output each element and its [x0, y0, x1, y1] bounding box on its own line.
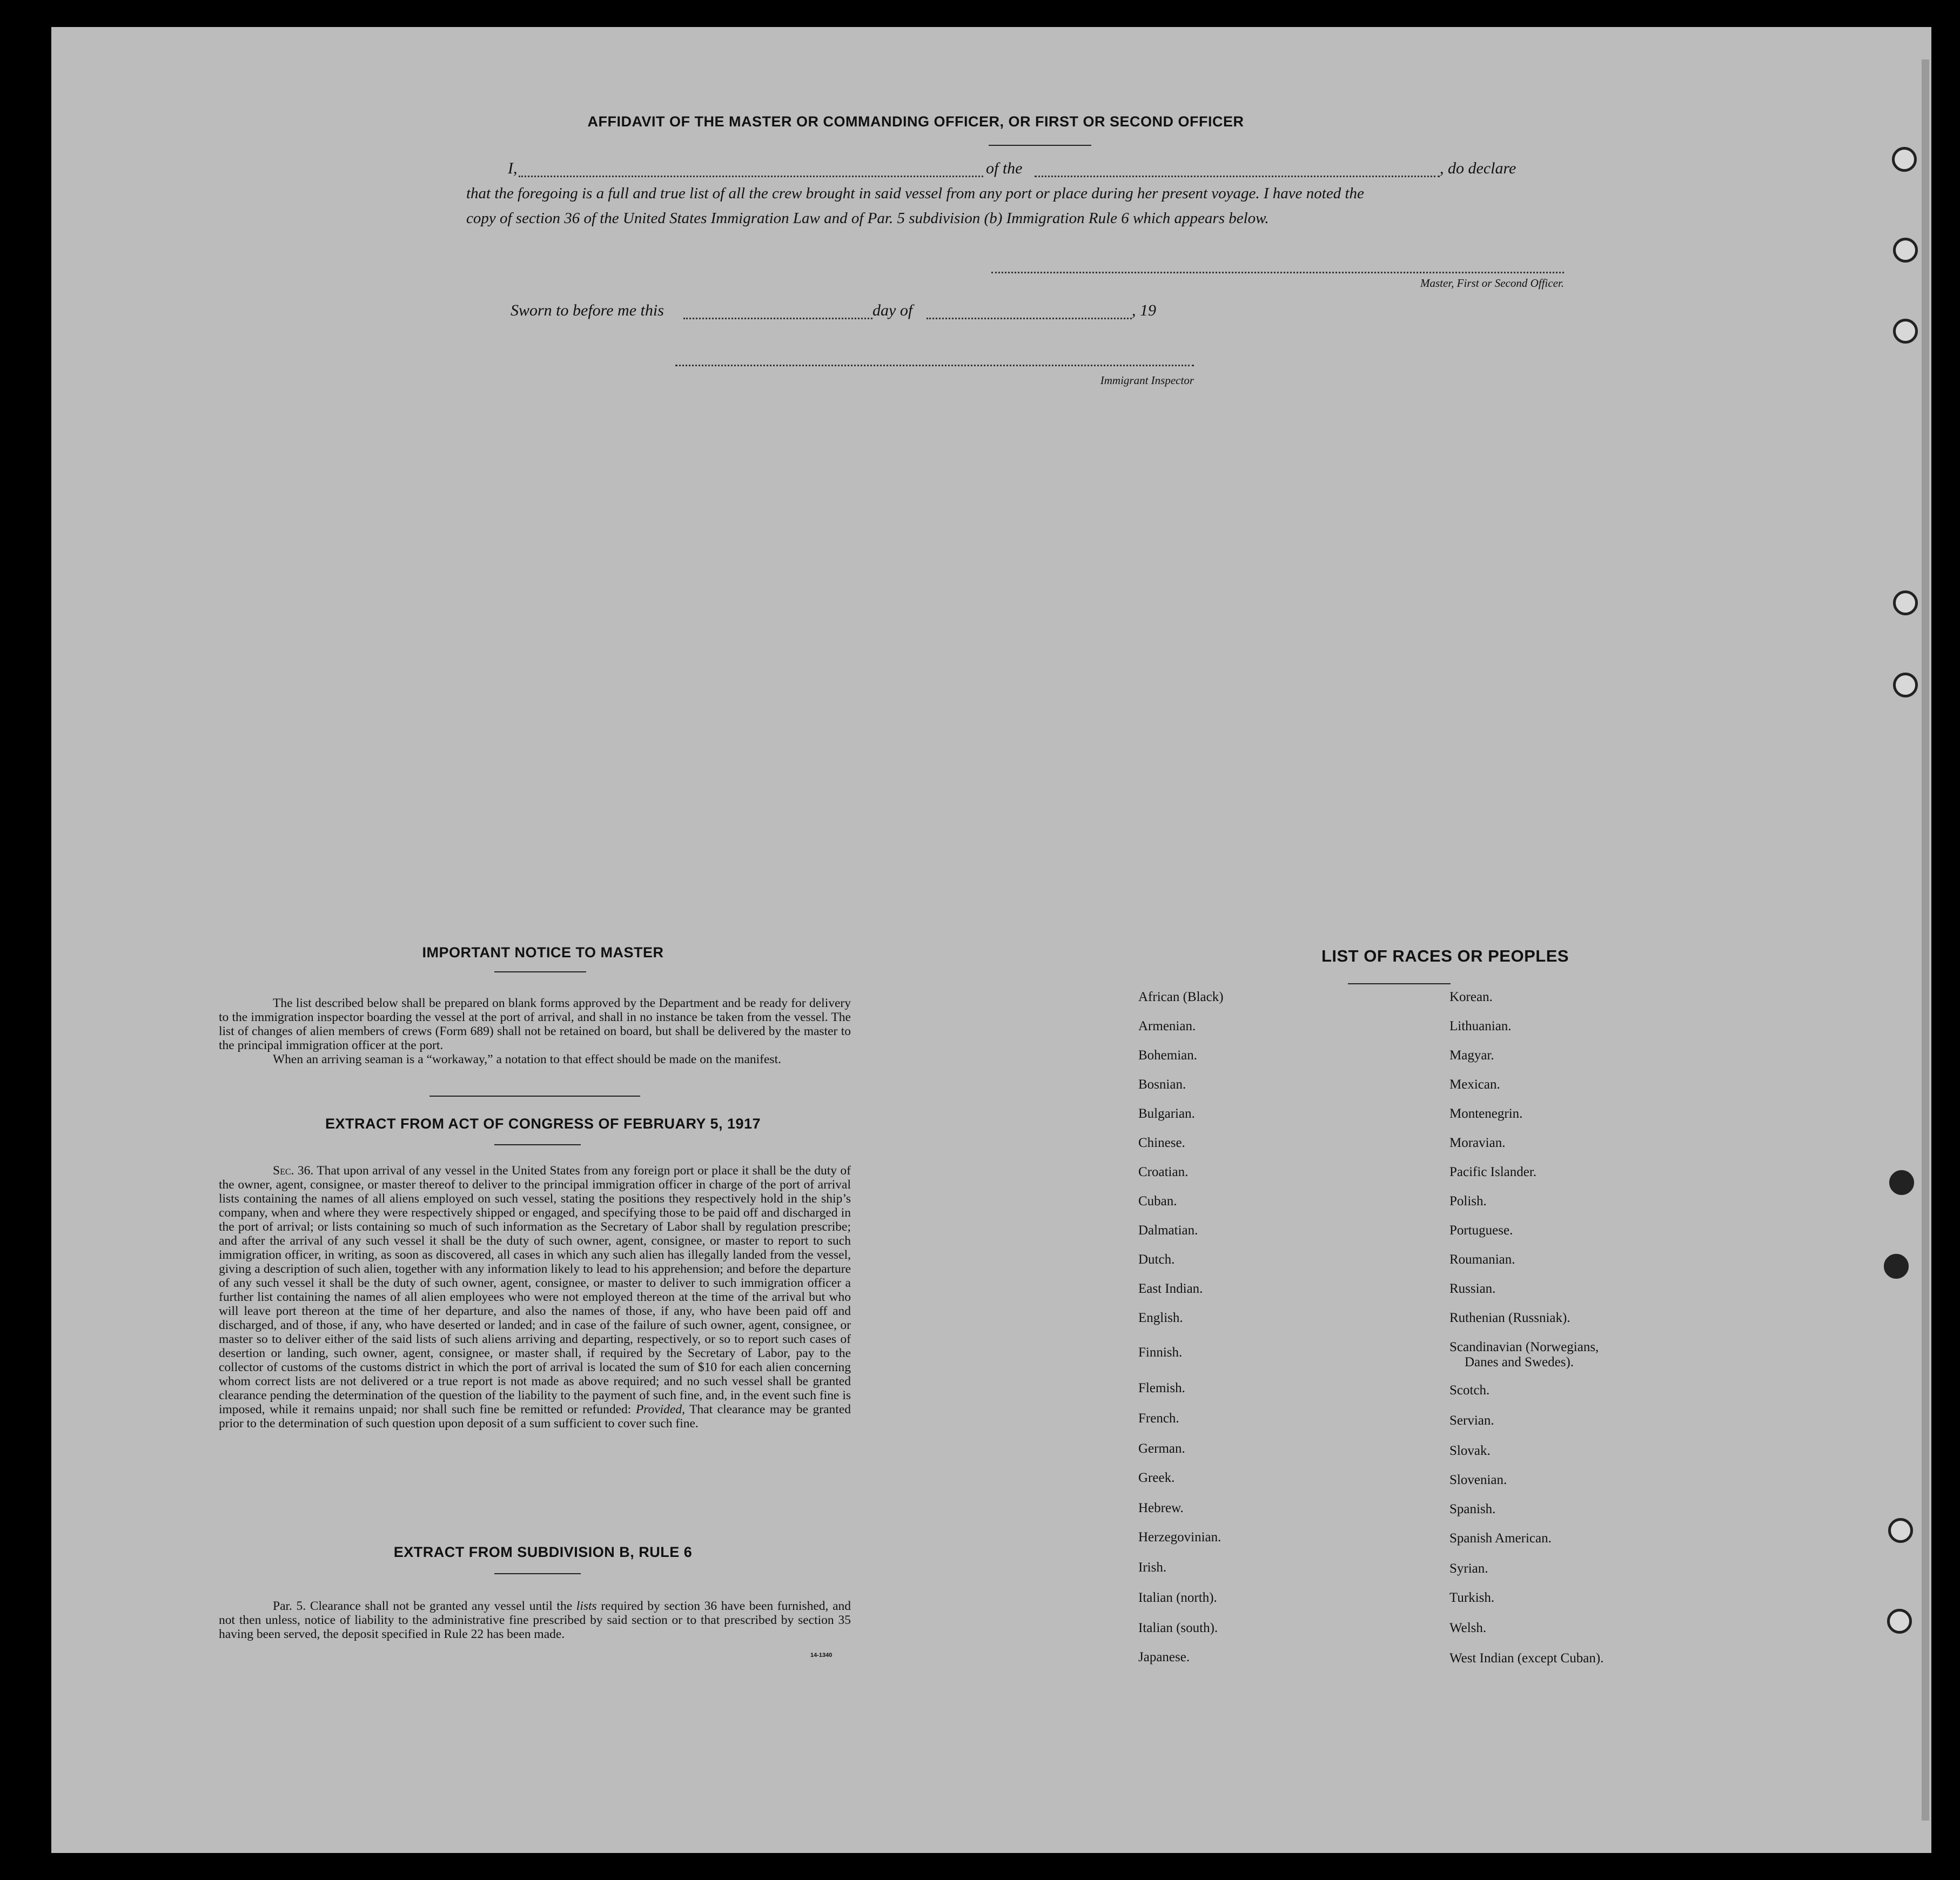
race-item: Greek. — [1138, 1471, 1175, 1485]
sec-label: Sec. — [273, 1164, 294, 1178]
race-item: German. — [1138, 1441, 1185, 1456]
race-item: Croatian. — [1138, 1165, 1189, 1179]
race-item: Moravian. — [1449, 1136, 1506, 1150]
race-item: Spanish American. — [1449, 1531, 1552, 1546]
page-edge — [1922, 59, 1929, 1821]
race-item: Finnish. — [1138, 1345, 1183, 1360]
binder-hole — [1892, 147, 1917, 172]
notice-title: IMPORTANT NOTICE TO MASTER — [422, 944, 664, 961]
race-item: Italian (north). — [1138, 1590, 1217, 1605]
lists-word: lists — [576, 1599, 597, 1613]
races-title-rule — [1348, 983, 1451, 984]
race-item: Bohemian. — [1138, 1048, 1198, 1063]
sworn-day-of-label: day of — [872, 301, 913, 319]
race-item: West Indian (except Cuban). — [1449, 1651, 1604, 1666]
notice-paragraph-1: The list described below shall be prepared on blank forms approved by the Department and be ready for delivery to the immigration inspector boarding the vessel at the port of arrival, and shall in no instance be taken from the vessel. The list of changes of alien members of crews (Form 689) shall not be retained on board, but shall be delivered by the master to the principal immigration officer at the port. — [219, 996, 851, 1052]
race-item: Scandinavian (Norwegians, — [1449, 1340, 1599, 1354]
master-signature-caption: Master, First or Second Officer. — [1420, 277, 1564, 290]
race-item: Italian (south). — [1138, 1621, 1218, 1635]
race-item: French. — [1138, 1411, 1179, 1426]
document-sheet — [51, 27, 1931, 1853]
race-item: Ruthenian (Russniak). — [1449, 1311, 1570, 1325]
sworn-day-field[interactable] — [683, 318, 872, 319]
binder-hole — [1887, 1609, 1912, 1634]
race-item: East Indian. — [1138, 1281, 1203, 1296]
race-item: Slovenian. — [1449, 1473, 1507, 1487]
sworn-month-field[interactable] — [927, 318, 1132, 319]
binder-hole — [1884, 1254, 1909, 1279]
rule-extract-rule — [494, 1573, 581, 1574]
race-item: Herzegovinian. — [1138, 1530, 1221, 1545]
affidavit-title-rule — [989, 145, 1091, 146]
race-item: Japanese. — [1138, 1650, 1190, 1664]
affidavit-line2: that the foregoing is a full and true list of all the crew brought in said vessel from any port or place during her present voyage. I have noted the — [466, 185, 1364, 202]
race-item: Dalmatian. — [1138, 1223, 1198, 1238]
form-code: 14-1340 — [810, 1652, 833, 1659]
binder-hole — [1893, 590, 1918, 615]
race-item: Pacific Islander. — [1449, 1165, 1537, 1179]
race-item: Bosnian. — [1138, 1077, 1186, 1092]
par5-end: required by section 36 have been furnished, and not then unless, notice of liability to the administrative fine prescribed by said section or to that prescribed by section 35 having been served, the deposit specified in Rule 22 has been made. — [219, 1599, 851, 1641]
act-extract-body — [219, 1164, 851, 1431]
race-item: Roumanian. — [1449, 1252, 1515, 1267]
race-item: Scotch. — [1449, 1383, 1490, 1398]
act-extract-rule — [494, 1144, 581, 1145]
sec-36-text: 36. That upon arrival of any vessel in the United States from any foreign port or place it shall be the duty of the owner, agent, consignee, or master thereof to deliver to the principal immigration officer in charge of the port of arrival lists containing the names of all aliens employed on such vessel, stating the positions they respectively hold in the ship’s company, when and where they were respectively shipped or engaged, and specifying those to be paid off and discharged in the port of arrival; or lists containing so much of such information as the Secretary of Labor shall by regulation prescribe; and after the arrival of any such vessel it shall be the duty of such owner, agent, consignee, or master to report to such immigration officer, in writing, as soon as discovered, all cases in which any such alien has illegally landed from the vessel, giving a description of such alien, together with any information likely to lead to his apprehension; and before the departure of any such vessel it shall be the duty of such owner, agent, consignee, or master to deliver to such immigration officer a further list containing the names of all alien employees who were not employed thereon at the time of the arrival but who will leave port thereon at the time of her departure, and also the names of those, if any, who have been paid off and discharged, and of those, if any, who have deserted or landed; and in case of the failure of such owner, agent, consignee, or master so to deliver either of the said lists of such aliens arriving and departing, respectively, or so to report such cases of desertion or landing, such owner, agent, consignee, or master shall, if required by the Secretary of Labor, pay to the collector of customs of the customs district in which the port of arrival is located the sum of $10 for each alien concerning whom correct lists are not delivered or a true report is not made as above required; and no such vessel shall be granted clearance pending the determination of the question of the liability to the payment of such fine, and, in the event such fine is imposed, while it remains unpaid; nor shall such fine be remitted or refunded: — [219, 1164, 851, 1416]
affidavit-line3: copy of section 36 of the United States Immigration Law and of Par. 5 subdivision (b) Immigration Rule 6 which appears below. — [466, 210, 1269, 227]
race-item: Cuban. — [1138, 1194, 1177, 1208]
race-item: Chinese. — [1138, 1136, 1185, 1150]
race-item: Flemish. — [1138, 1381, 1185, 1395]
race-item: Mexican. — [1449, 1077, 1500, 1092]
binder-hole — [1893, 319, 1918, 344]
sec-36-end: That clearance may be granted prior to the determination of such question upon deposit of a sum sufficient to cover such fine. — [219, 1402, 851, 1431]
rule-extract-title: EXTRACT FROM SUBDIVISION B, RULE 6 — [393, 1544, 693, 1560]
race-item: Montenegrin. — [1449, 1106, 1523, 1121]
sworn-line — [511, 301, 1213, 325]
name-field[interactable] — [519, 176, 983, 177]
race-item: Irish. — [1138, 1560, 1167, 1575]
affidavit-i-label: I, — [508, 159, 518, 177]
race-item: Dutch. — [1138, 1252, 1175, 1267]
race-item: Bulgarian. — [1138, 1106, 1195, 1121]
affidavit-of-the-label: of the — [986, 159, 1023, 177]
affidavit-declare-label: , do declare — [1440, 159, 1516, 177]
binder-hole — [1893, 238, 1918, 263]
notice-paragraph-2: When an arriving seaman is a “workaway,” a notation to that effect should be made on the manifest. — [273, 1052, 781, 1066]
par5-start: Par. 5. Clearance shall not be granted any vessel until the — [273, 1599, 573, 1613]
race-item: Polish. — [1449, 1194, 1487, 1208]
race-item: Syrian. — [1449, 1561, 1488, 1576]
affidavit-title: AFFIDAVIT OF THE MASTER OR COMMANDING OFFICER, OR FIRST OR SECOND OFFICER — [587, 113, 1244, 130]
race-item: Welsh. — [1449, 1621, 1487, 1635]
race-item: Portuguese. — [1449, 1223, 1513, 1238]
binder-hole — [1889, 1170, 1914, 1195]
race-item: African (Black) — [1138, 990, 1224, 1004]
inspector-caption: Immigrant Inspector — [1100, 374, 1194, 387]
master-signature-line[interactable] — [991, 272, 1564, 273]
race-item: Russian. — [1449, 1281, 1496, 1296]
binder-hole — [1888, 1518, 1913, 1543]
act-extract-title: EXTRACT FROM ACT OF CONGRESS OF FEBRUARY 5, 1917 — [325, 1116, 761, 1132]
race-item: Lithuanian. — [1449, 1019, 1512, 1033]
races-title: LIST OF RACES OR PEOPLES — [1321, 946, 1569, 965]
section-divider — [429, 1096, 640, 1097]
race-item: Korean. — [1449, 990, 1493, 1004]
race-item: Armenian. — [1138, 1019, 1196, 1033]
vessel-field[interactable] — [1035, 176, 1440, 177]
provided-word: Provided, — [635, 1402, 685, 1416]
inspector-signature-line[interactable] — [675, 365, 1194, 366]
notice-title-rule — [494, 971, 586, 972]
race-item: English. — [1138, 1311, 1183, 1325]
race-item: Servian. — [1449, 1413, 1494, 1428]
affidavit-line1 — [508, 159, 1567, 183]
sworn-year-label: , 19 — [1132, 301, 1156, 319]
race-item: Danes and Swedes). — [1465, 1355, 1574, 1369]
binder-hole — [1893, 673, 1918, 697]
sworn-prefix: Sworn to before me this — [511, 301, 664, 319]
race-item: Magyar. — [1449, 1048, 1494, 1063]
race-item: Hebrew. — [1138, 1501, 1184, 1515]
race-item: Turkish. — [1449, 1590, 1495, 1605]
rule-extract-body — [219, 1599, 851, 1641]
race-item: Slovak. — [1449, 1443, 1491, 1458]
race-item: Spanish. — [1449, 1502, 1496, 1516]
